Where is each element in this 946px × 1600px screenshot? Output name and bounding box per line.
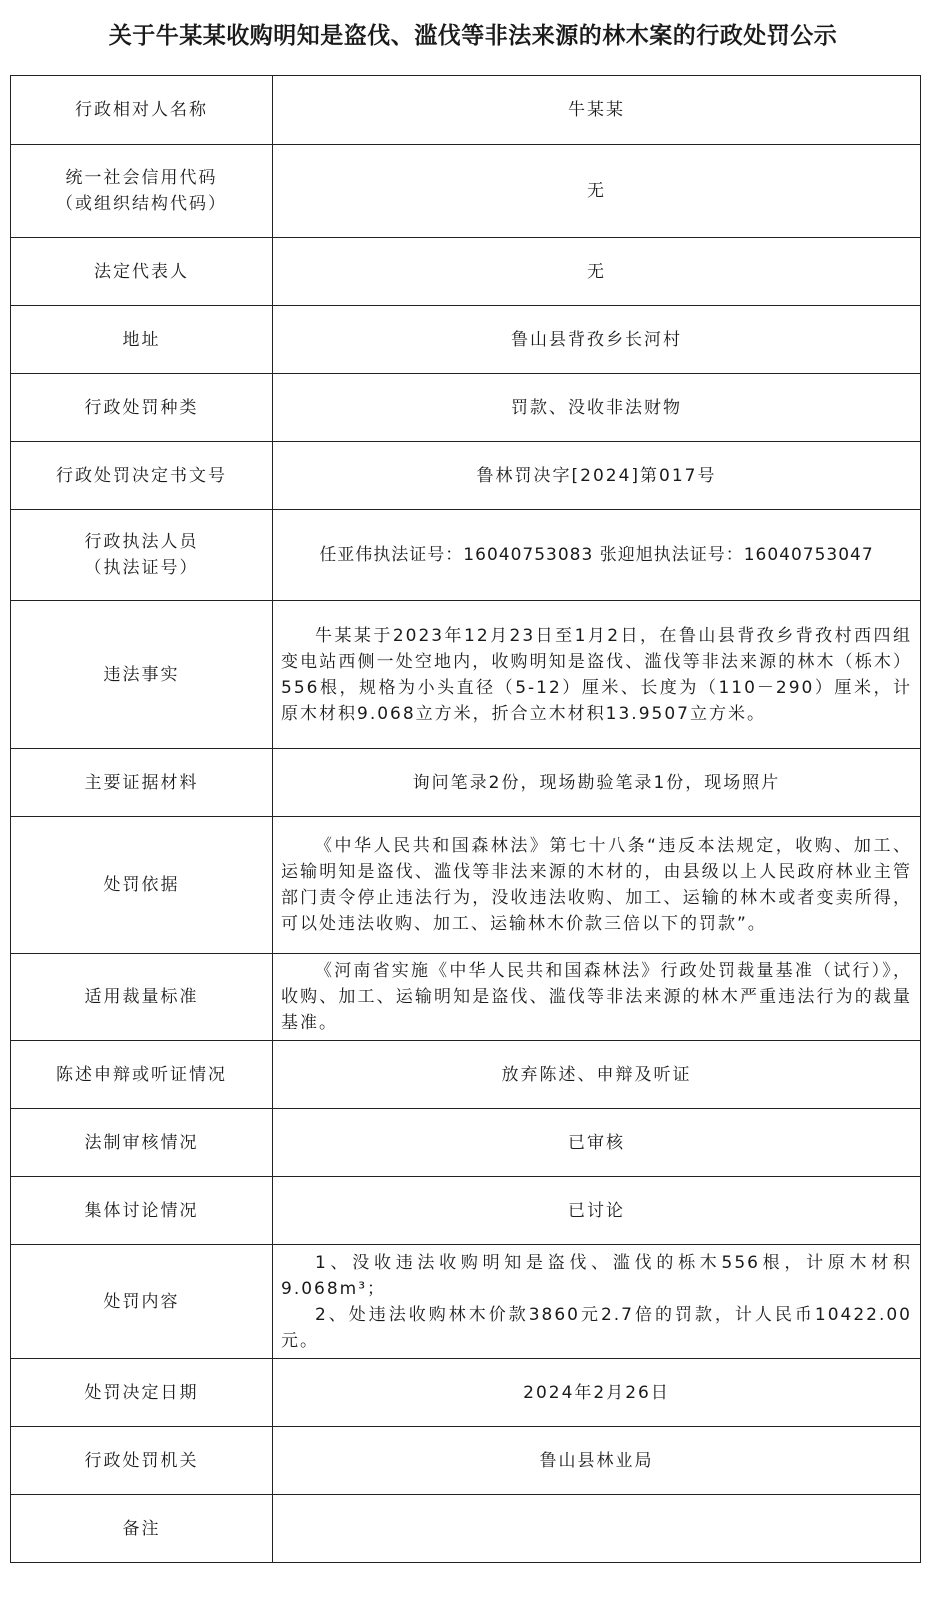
table-row [11, 442, 921, 510]
hearing-label: 陈述申辩或听证情况 [11, 1041, 273, 1109]
table-row [11, 954, 921, 1041]
credit-code-label-line2: （或组织结构代码） [56, 194, 227, 214]
table-row [11, 749, 921, 817]
facts-text: 牛某某于2023年12月23日至1月2日，在鲁山县背孜乡背孜村西四组变电站西侧一处空地内，收购明知是盗伐、滥伐等非法来源的林木（栎木）556根，规格为小头直径（5-12）厘米、长度为（110－290）厘米，计原木材积9.068立方米，折合立木材积13.9507立方米。 [281, 625, 912, 724]
collective-label: 集体讨论情况 [11, 1177, 273, 1245]
credit-code-label-line1: 统一社会信用代码 [65, 168, 218, 188]
table-row [11, 76, 921, 145]
standard-text: 《河南省实施《中华人民共和国森林法》行政处罚裁量基准（试行）》，收购、加工、运输明知是盗伐、滥伐等非法来源的林木严重违法行为的裁量基准。 [281, 961, 912, 1033]
table-row [11, 1177, 921, 1245]
legal-rep-label: 法定代表人 [11, 238, 273, 306]
authority-value: 鲁山县林业局 [273, 1427, 921, 1495]
officers-value: 任亚伟执法证号：16040753083 张迎旭执法证号：16040753047 [273, 510, 921, 601]
decision-number-label: 行政处罚决定书文号 [11, 442, 273, 510]
decision-date-value: 2024年2月26日 [273, 1359, 921, 1427]
table-row [11, 238, 921, 306]
table-row [11, 601, 921, 749]
basis-label: 处罚依据 [11, 817, 273, 954]
penalty-type-value: 罚款、没收非法财物 [273, 374, 921, 442]
table-row [11, 1109, 921, 1177]
basis-value [273, 817, 921, 954]
table-row [11, 510, 921, 601]
content-value [273, 1245, 921, 1359]
penalty-type-label: 行政处罚种类 [11, 374, 273, 442]
party-name-label: 行政相对人名称 [11, 76, 273, 145]
page-title: 关于牛某某收购明知是盗伐、滥伐等非法来源的林木案的行政处罚公示 [108, 22, 838, 49]
table-row [11, 817, 921, 954]
evidence-label: 主要证据材料 [11, 749, 273, 817]
table-row [11, 1359, 921, 1427]
table-row [11, 1245, 921, 1359]
evidence-value: 询问笔录2份，现场勘验笔录1份，现场照片 [273, 749, 921, 817]
collective-value: 已讨论 [273, 1177, 921, 1245]
content-item-1: 1、没收违法收购明知是盗伐、滥伐的栎木556根，计原木材积9.068m³； [281, 1252, 912, 1299]
standard-label: 适用裁量标准 [11, 954, 273, 1041]
table-row [11, 1427, 921, 1495]
remarks-label: 备注 [11, 1495, 273, 1563]
address-value: 鲁山县背孜乡长河村 [273, 306, 921, 374]
legal-review-label: 法制审核情况 [11, 1109, 273, 1177]
table-row [11, 1495, 921, 1563]
credit-code-value: 无 [273, 145, 921, 238]
credit-code-label [11, 145, 273, 238]
basis-text: 《中华人民共和国森林法》第七十八条“违反本法规定，收购、加工、运输明知是盗伐、滥伐等非法来源的木材的，由县级以上人民政府林业主管部门责令停止违法行为，没收违法收购、加工、运输的林木或者变卖所得，可以处违法收购、加工、运输林木价款三倍以下的罚款”。 [281, 836, 912, 934]
remarks-value [273, 1495, 921, 1563]
legal-review-value: 已审核 [273, 1109, 921, 1177]
table-row [11, 374, 921, 442]
content-item-2: 2、处违法收购林木价款3860元2.7倍的罚款，计人民币10422.00元。 [281, 1304, 912, 1351]
decision-date-label: 处罚决定日期 [11, 1359, 273, 1427]
penalty-notice-table [10, 75, 921, 1563]
standard-value [273, 954, 921, 1041]
content-label: 处罚内容 [11, 1245, 273, 1359]
facts-label: 违法事实 [11, 601, 273, 749]
authority-label: 行政处罚机关 [11, 1427, 273, 1495]
table-row [11, 1041, 921, 1109]
hearing-value: 放弃陈述、申辩及听证 [273, 1041, 921, 1109]
legal-rep-value: 无 [273, 238, 921, 306]
facts-value [273, 601, 921, 749]
officers-label-line2: （执法证号） [84, 558, 199, 578]
party-name-value: 牛某某 [273, 76, 921, 145]
officers-label [11, 510, 273, 601]
officers-label-line1: 行政执法人员 [84, 532, 199, 552]
address-label: 地址 [11, 306, 273, 374]
table-row [11, 306, 921, 374]
decision-number-value: 鲁林罚决字[2024]第017号 [273, 442, 921, 510]
table-row [11, 145, 921, 238]
